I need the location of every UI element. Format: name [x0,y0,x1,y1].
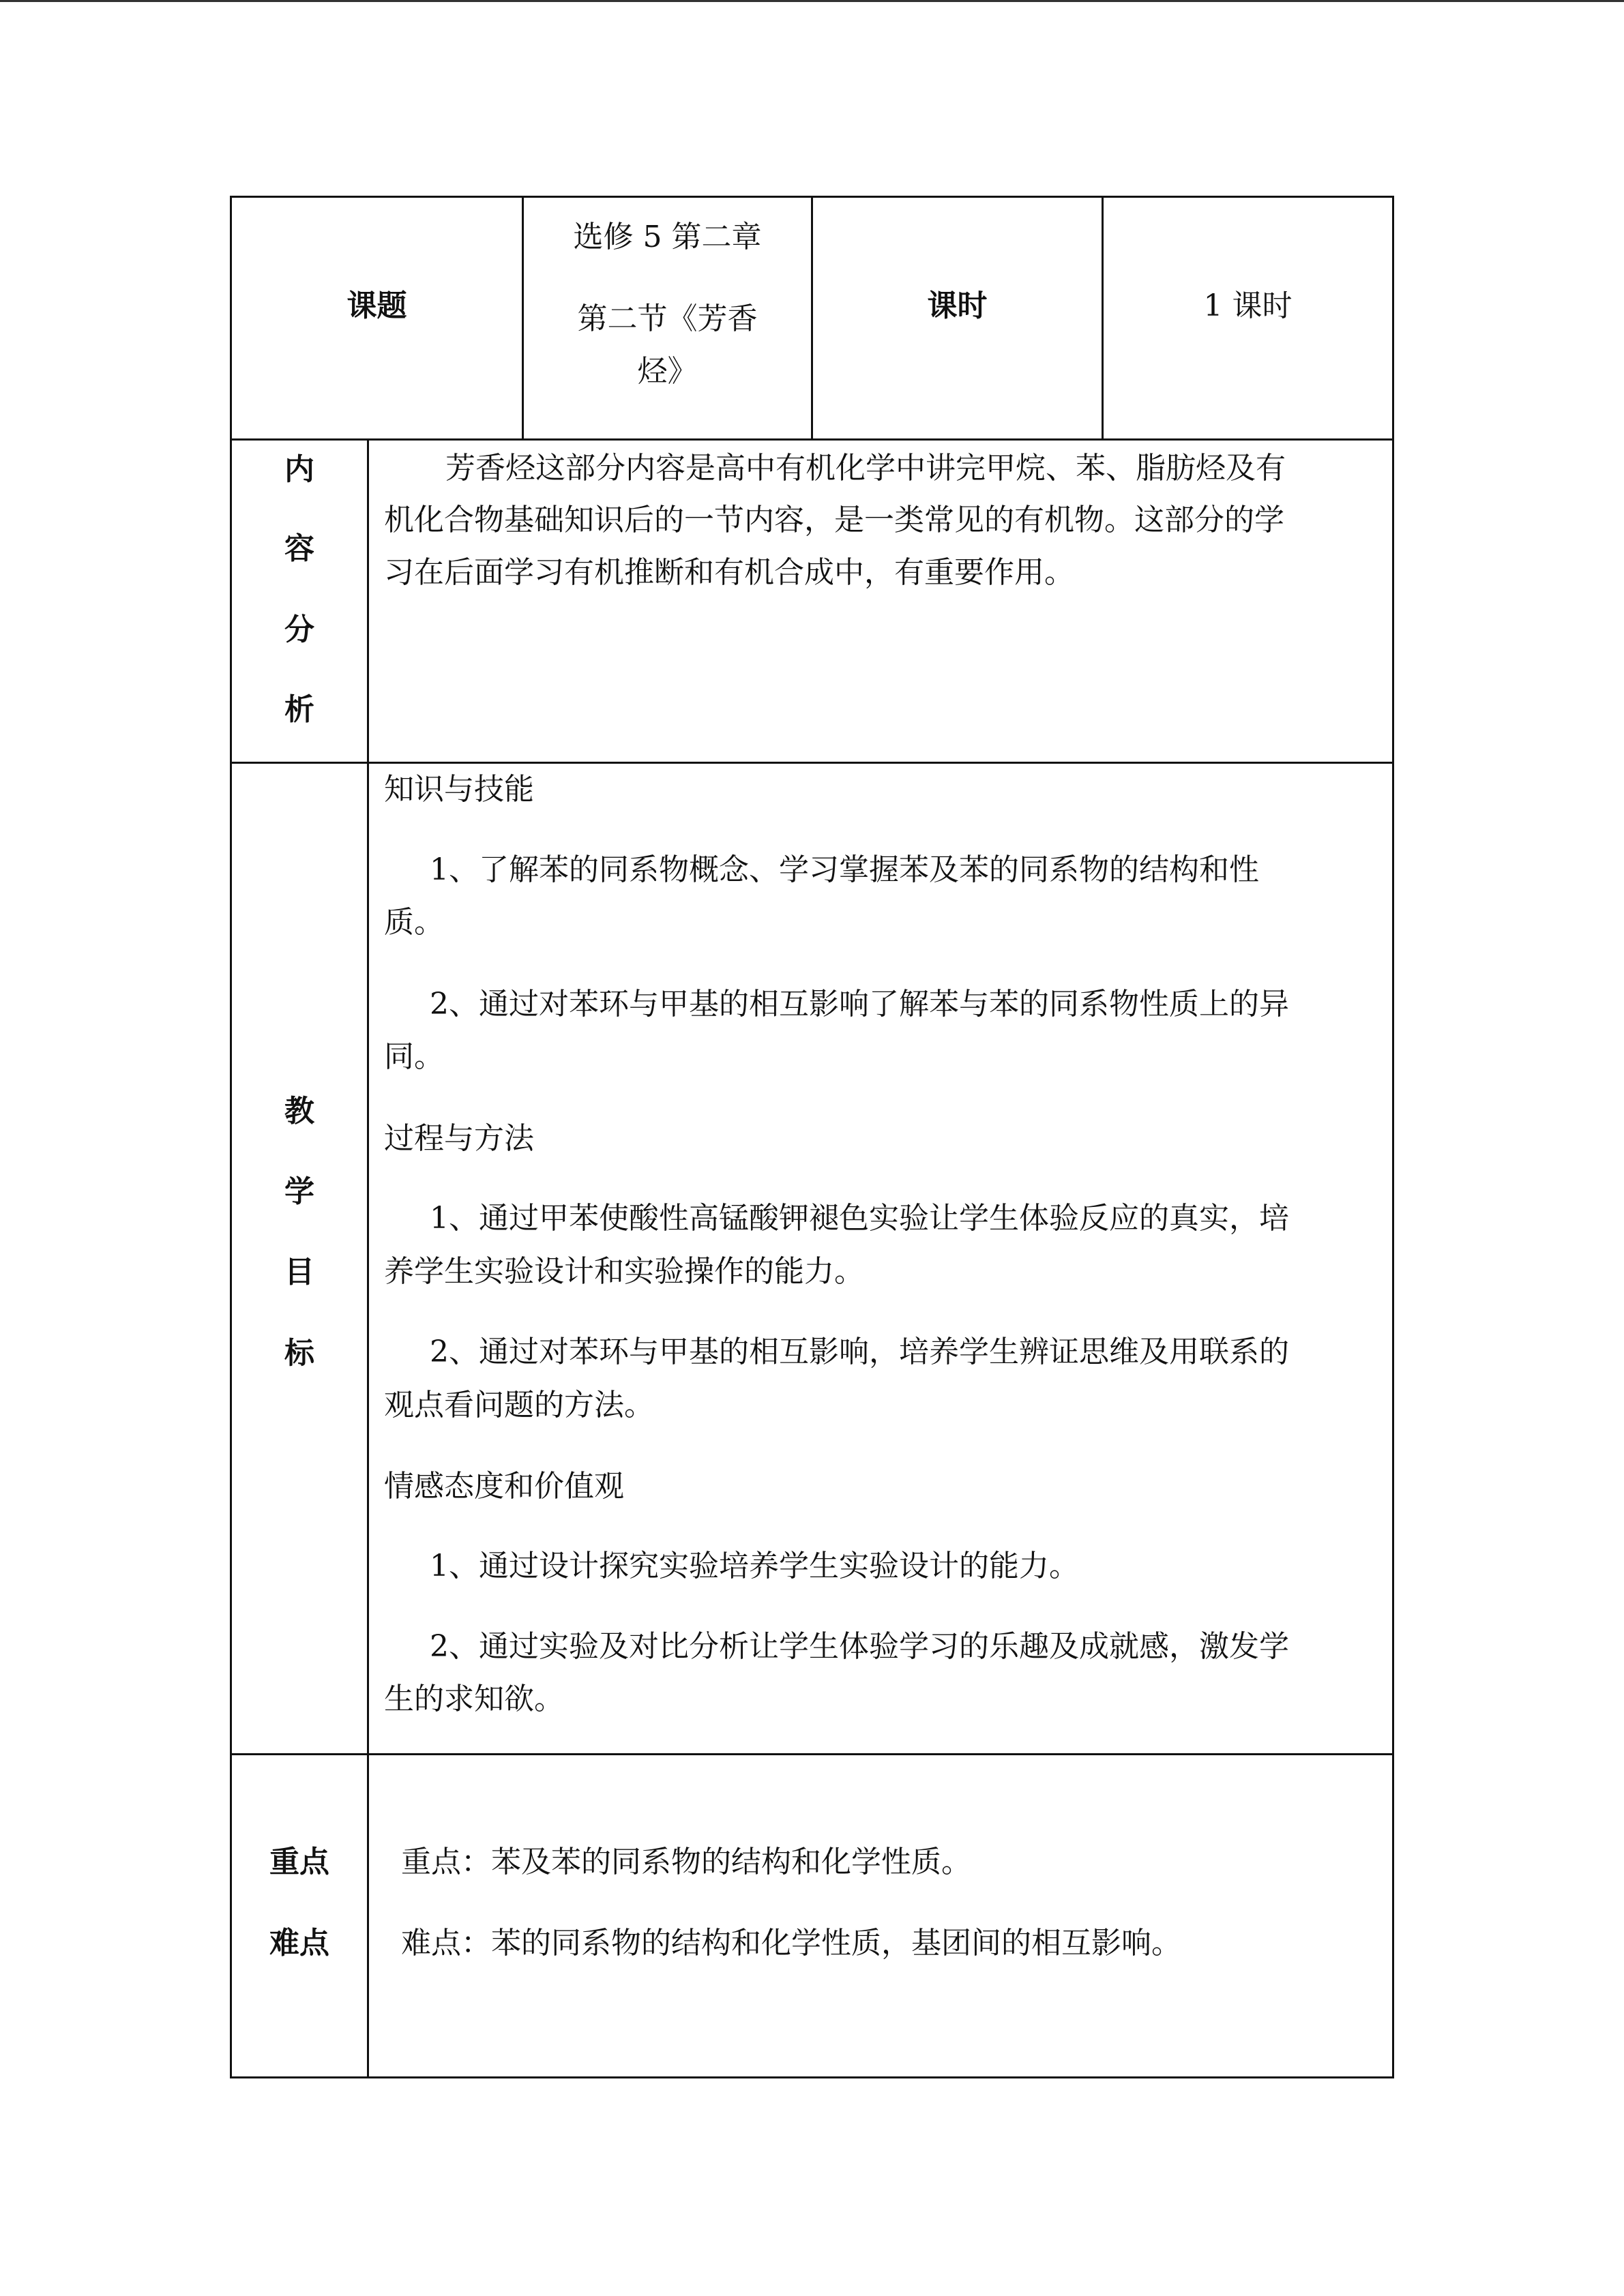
analysis-label-char-3: 分 [284,612,314,647]
key-points-label-line-1: 重点 [269,1845,329,1879]
objectives-label-char-2: 学 [284,1174,314,1209]
knowledge-item-2-line-1: 2、通过对苯环与甲基的相互影响了解苯与苯的同系物性质上的异 [430,987,1289,1022]
emotion-item-2-line-2: 生的求知欲。 [384,1682,564,1716]
period-value: 1 课时 [1203,288,1293,323]
analysis-text-line-3: 习在后面学习有机推断和有机合成中，有重要作用。 [384,555,1074,590]
objectives-label-char-1: 教 [284,1094,314,1129]
difficulty-text: 难点：苯的同系物的结构和化学性质，基团间的相互影响。 [401,1926,1181,1960]
topic-value-line-1: 选修 5 第二章 [573,220,762,254]
analysis-label-char-4: 析 [284,692,314,727]
row-divider-analysis [230,762,1394,764]
topic-value-line-3: 烃》 [637,354,698,389]
analysis-text-line-2: 机化合物基础知识后的一节内容，是一类常见的有机物。这部分的学 [384,503,1284,537]
label-col-divider [367,438,369,2078]
analysis-text-line-1: 芳香烃这部分内容是高中有机化学中讲完甲烷、苯、脂肪烃及有 [445,451,1286,486]
process-item-1-line-1: 1、通过甲苯使酸性高锰酸钾褪色实验让学生体验反应的真实，培 [430,1201,1289,1236]
emotion-item-2-line-1: 2、通过实验及对比分析让学生体验学习的乐趣及成就感，激发学 [430,1629,1289,1664]
analysis-label-char-1: 内 [284,452,314,487]
objectives-label-char-4: 标 [284,1336,314,1371]
key-point-text: 重点：苯及苯的同系物的结构和化学性质。 [401,1845,971,1879]
emotion-heading: 情感态度和价值观 [384,1469,624,1504]
period-label: 课时 [927,288,988,323]
knowledge-item-1-line-1: 1、了解苯的同系物概念、学习掌握苯及苯的同系物的结构和性 [430,852,1259,887]
process-item-1-line-2: 养学生实验设计和实验操作的能力。 [384,1254,864,1289]
key-points-label-line-2: 难点 [269,1926,329,1960]
process-heading: 过程与方法 [384,1121,534,1156]
process-item-2-line-1: 2、通过对苯环与甲基的相互影响，培养学生辨证思维及用联系的 [430,1335,1289,1369]
topic-label: 课题 [346,288,407,323]
topic-value-line-2: 第二节《芳香 [577,301,758,336]
process-item-2-line-2: 观点看问题的方法。 [384,1388,654,1422]
analysis-label-char-2: 容 [284,531,314,566]
objectives-label-char-3: 目 [284,1255,314,1289]
row-divider-objectives [230,1753,1394,1755]
knowledge-item-1-line-2: 质。 [384,905,444,940]
knowledge-heading: 知识与技能 [384,772,534,807]
knowledge-item-2-line-2: 同。 [384,1039,444,1074]
emotion-item-1: 1、通过设计探究实验培养学生实验设计的能力。 [430,1549,1079,1583]
